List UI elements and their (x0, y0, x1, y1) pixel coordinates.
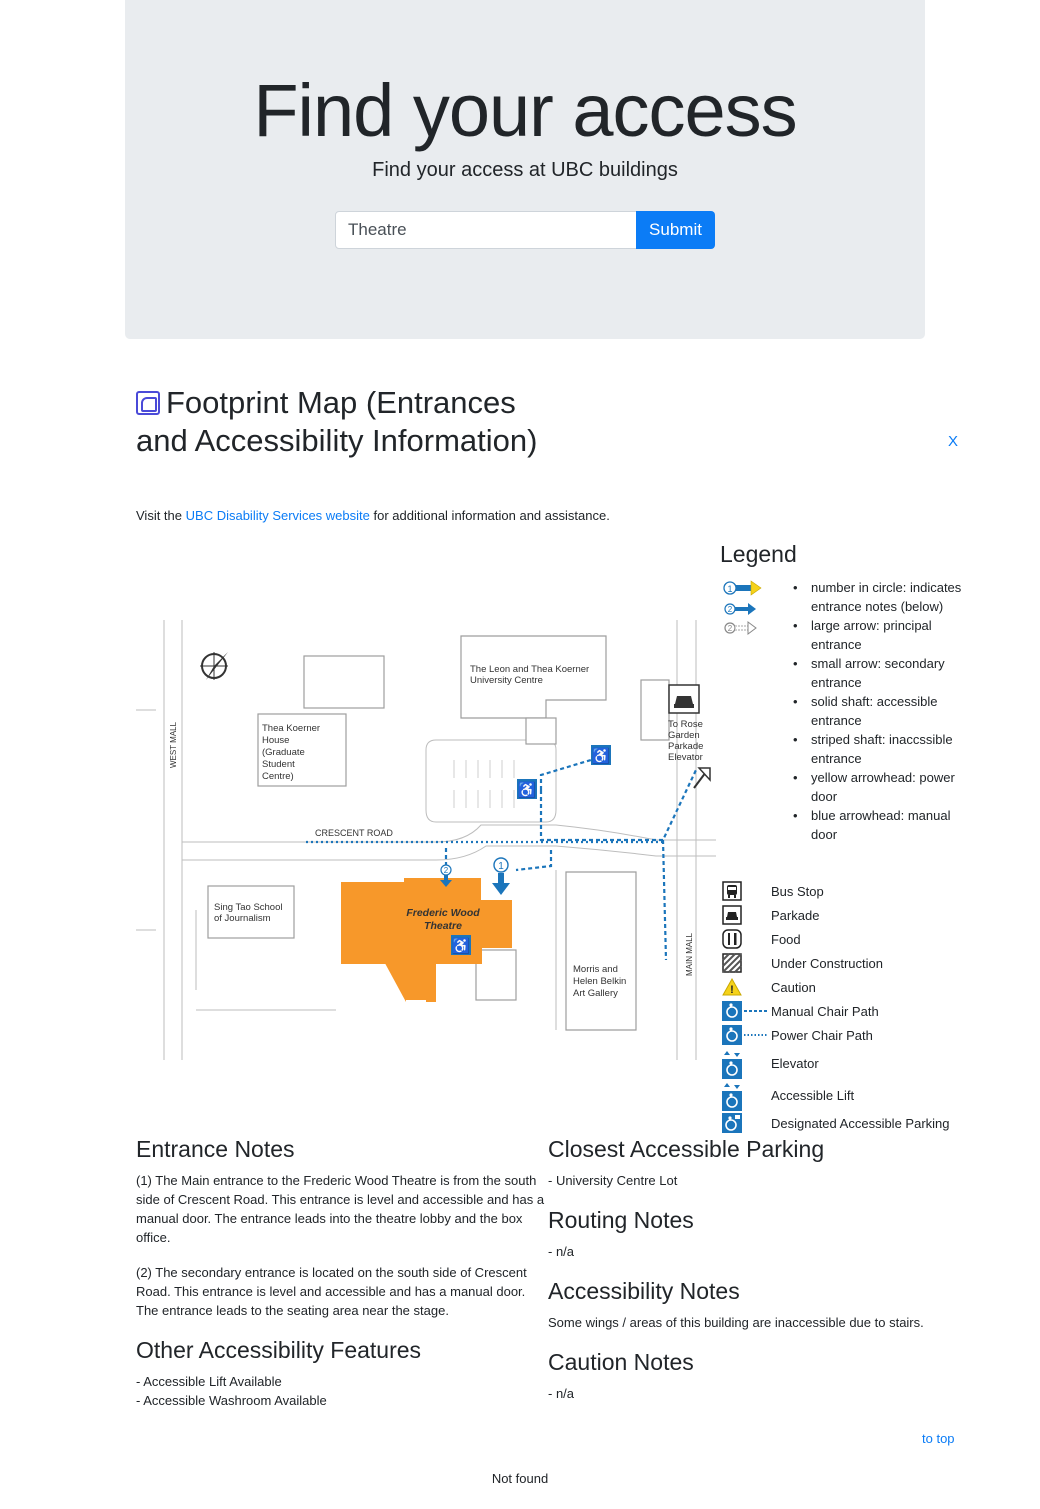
under-construction-icon (722, 953, 742, 973)
legend-row-food (722, 929, 982, 951)
accessibility-notes-title: Accessibility Notes (548, 1278, 740, 1304)
manual-chair-path-icon (722, 1001, 770, 1021)
map-label-rose-garden-4: Elevator (668, 752, 703, 763)
footprint-title: Footprint Map (Entrances and Accessibility Information) (136, 385, 538, 458)
legend-title: Legend (720, 541, 797, 567)
entrance-note-1: (1) The Main entrance to the Frederic Wood Theatre is from the south side of Crescent Road. This entrance is level and accessible and has a manual door. The entrance leads into the theatre lobby and the box office. (136, 1173, 545, 1245)
legend-row-caution (722, 977, 982, 999)
legend-item: • blue arrowhead: manual door (793, 806, 973, 844)
map-label-koerner-house-3: (Graduate (262, 747, 305, 758)
submit-button[interactable]: Submit (636, 211, 715, 249)
food-icon (722, 929, 742, 949)
map-label-belkin-1: Morris and (573, 964, 618, 975)
caution-notes-value: - n/a (548, 1386, 575, 1401)
closest-parking-value: - University Centre Lot (548, 1173, 678, 1188)
map-label-theatre-2: Theatre (424, 920, 462, 932)
map-entrance-1-number: 1 (498, 861, 504, 872)
caution-notes-section (548, 1349, 968, 1403)
footprint-map-icon (136, 391, 160, 415)
closest-parking-section (548, 1136, 968, 1190)
map-label-rose-garden-1: To Rose (668, 719, 703, 730)
legend-item: • solid shaft: accessible entrance (793, 692, 973, 730)
legend-item: • large arrow: principal entrance (793, 616, 973, 654)
legend-symbol-label: Under Construction (771, 956, 883, 971)
map-label-belkin-2: Helen Belkin (573, 976, 627, 987)
accessibility-notes-section (548, 1278, 968, 1332)
routing-notes-value: - n/a (548, 1244, 575, 1259)
legend-arrows-icon (722, 578, 762, 638)
visit-prefix: Visit the (136, 508, 183, 523)
legend-arrow-number-1: 1 (727, 584, 733, 594)
routing-notes-title: Routing Notes (548, 1207, 694, 1233)
accessible-parking-icon (722, 1113, 742, 1133)
legend-item: • striped shaft: inaccssible entrance (793, 730, 973, 768)
entrance-note-2: (2) The secondary entrance is located on the south side of Crescent Road. This entrance is level and accessible and has a manual door. The entrance leads to the seating area near the stage. (136, 1265, 527, 1318)
legend-row-accessible-lift (722, 1083, 982, 1111)
entrance-notes-title: Entrance Notes (136, 1136, 295, 1162)
svg-text:!: ! (730, 984, 734, 996)
visit-text (136, 508, 610, 523)
other-features-section (136, 1337, 546, 1410)
map-label-koerner-house-5: Centre) (262, 771, 294, 782)
caution-icon (722, 977, 742, 997)
to-top-link[interactable]: to top (922, 1431, 955, 1446)
map-parking-icon-1 (517, 779, 537, 799)
legend-item: • number in circle: indicates entrance notes (below) (793, 578, 973, 616)
map-accessible-icon-theatre (451, 935, 471, 955)
map-label-koerner-centre-2: University Centre (470, 675, 543, 686)
accessible-lift-icon (722, 1083, 742, 1111)
other-features-title: Other Accessibility Features (136, 1337, 422, 1363)
routing-notes-section (548, 1207, 968, 1261)
map-label-sing-tao-1: Sing Tao School (214, 902, 283, 913)
map-entrance-2-number: 2 (443, 866, 449, 875)
map-label-sing-tao-2: of Journalism (214, 913, 271, 924)
map-parkade-icon (669, 685, 699, 713)
map-label-rose-garden-3: Parkade (668, 741, 704, 752)
legend-row-elevator (722, 1051, 982, 1079)
legend-symbol-label: Power Chair Path (771, 1028, 873, 1043)
power-chair-path-icon (722, 1025, 770, 1045)
legend-item: • small arrow: secondary entrance (793, 654, 973, 692)
map-label-main-mall: MAIN MALL (685, 932, 694, 976)
accessibility-notes-value: Some wings / areas of this building are inaccessible due to stairs. (548, 1315, 924, 1330)
parkade-icon (722, 905, 742, 925)
legend-arrow-number-2: 2 (727, 605, 733, 614)
page-title: Find your access (253, 69, 797, 152)
other-feature-item: - Accessible Washroom Available (136, 1393, 327, 1408)
legend-row-construction (722, 953, 982, 975)
bus-stop-icon (722, 881, 742, 901)
legend-symbol-label: Accessible Lift (771, 1088, 855, 1103)
close-button[interactable]: X (948, 433, 959, 450)
legend-symbol-label: Manual Chair Path (771, 1004, 879, 1019)
map-label-koerner-centre-1: The Leon and Thea Koerner (470, 664, 590, 675)
elevator-icon (722, 1051, 742, 1079)
legend-list (793, 578, 973, 844)
page-subtitle: Find your access at UBC buildings (372, 159, 678, 181)
legend-symbol-label: Food (771, 932, 801, 947)
closest-parking-title: Closest Accessible Parking (548, 1136, 825, 1162)
map-label-belkin-3: Art Gallery (573, 988, 618, 999)
other-feature-item: - Accessible Lift Available (136, 1374, 282, 1389)
legend-row-power-chair (722, 1025, 982, 1047)
legend-row-parkade (722, 905, 982, 927)
svg-text:♿: ♿ (517, 782, 537, 799)
map-parking-icon-2 (591, 745, 611, 765)
legend-row-accessible-parking (722, 1113, 982, 1135)
svg-text:♿: ♿ (451, 938, 471, 955)
search-input[interactable] (335, 211, 637, 249)
map-label-rose-garden-2: Garden (668, 730, 700, 741)
status-text: Not found (491, 1471, 549, 1486)
legend-symbol-label: Parkade (771, 908, 820, 923)
legend-symbol-label: Caution (771, 980, 816, 995)
legend-symbol-label: Elevator (771, 1056, 819, 1071)
map-label-theatre-1: Frederic Wood (406, 907, 480, 919)
svg-text:♿: ♿ (591, 748, 611, 765)
legend-symbol-label: Bus Stop (771, 884, 824, 899)
legend-symbol-label: Designated Accessible Parking (771, 1116, 950, 1131)
caution-notes-title: Caution Notes (548, 1349, 694, 1375)
entrance-notes-section (136, 1136, 546, 1320)
visit-suffix: for additional information and assistance. (373, 508, 610, 523)
map-label-west-mall: WEST MALL (169, 721, 178, 768)
map-label-koerner-house-4: Student (262, 759, 295, 770)
search-hero (125, 0, 925, 339)
footprint-heading (136, 384, 556, 460)
legend-arrow-number-3: 2 (727, 624, 733, 633)
map-label-koerner-house-2: House (262, 735, 290, 746)
map-label-koerner-house-1: Thea Koerner (262, 723, 321, 734)
legend-item: • yellow arrowhead: power door (793, 768, 973, 806)
legend-row-bus-stop (722, 881, 982, 903)
legend-row-manual-chair (722, 1001, 982, 1023)
disability-services-link[interactable]: UBC Disability Services website (185, 508, 370, 523)
footprint-map (136, 610, 716, 1060)
map-label-crescent-road: CRESCENT ROAD (315, 828, 393, 838)
